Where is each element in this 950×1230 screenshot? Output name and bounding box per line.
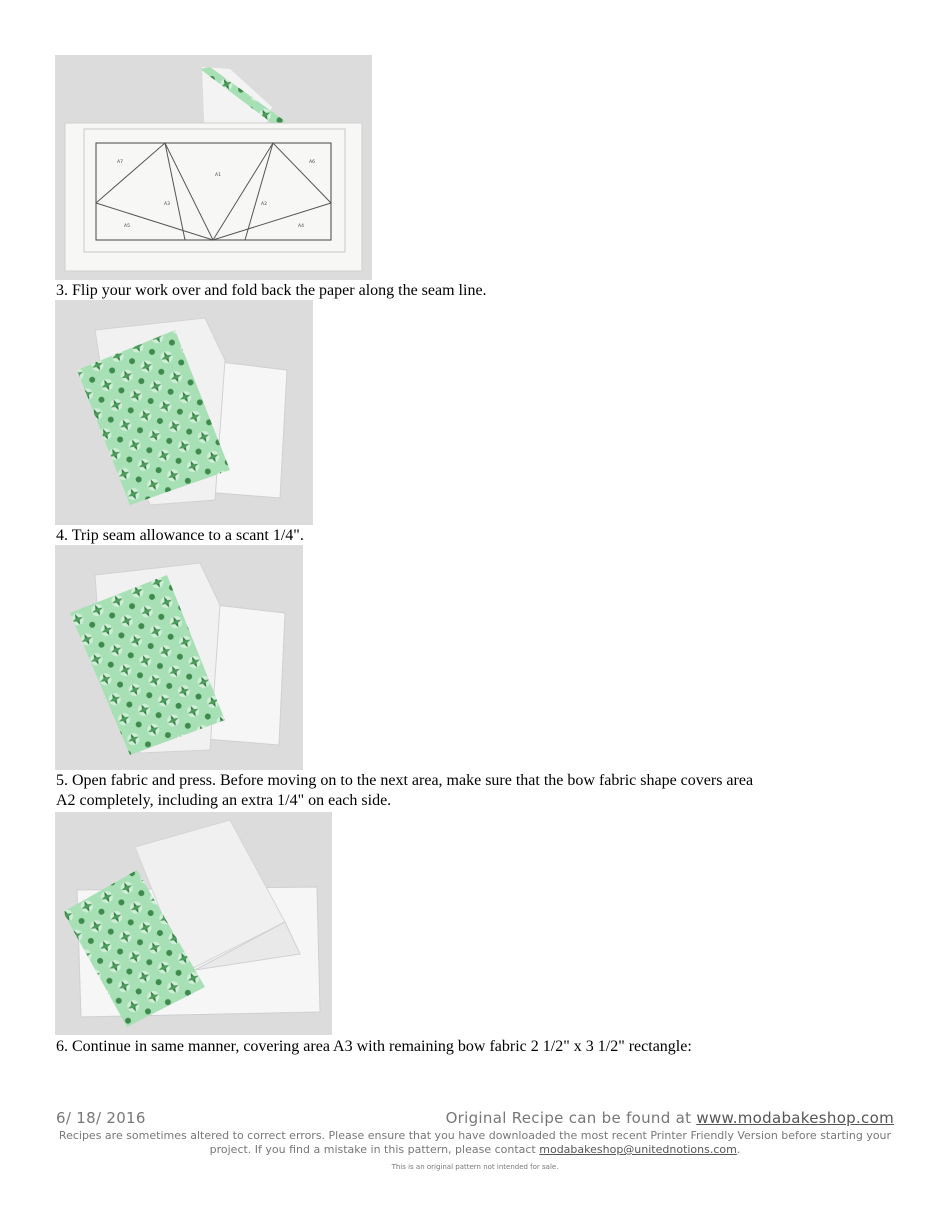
photo-paper-template: [55, 55, 372, 280]
footer-date: 6/ 18/ 2016: [56, 1109, 146, 1127]
photo-fold-back-paper: [55, 300, 313, 525]
step-5-text-line-1: 5. Open fabric and press. Before moving on to the next area, make sure that the bow fabric shape covers area: [56, 772, 754, 789]
template-label-a5: A5: [124, 224, 130, 229]
step-5-text-line-2: A2 completely, including an extra 1/4" on each side.: [56, 792, 392, 809]
template-label-a2: A2: [261, 202, 267, 207]
photo-trim-seam: [55, 545, 303, 770]
template-label-a7: A7: [117, 160, 123, 165]
sale-note: This is an original pattern not intended for sale.: [391, 1163, 559, 1171]
template-label-a1: A1: [215, 173, 221, 178]
disclaimer-end: .: [736, 1143, 741, 1156]
template-label-a4: A4: [298, 224, 304, 229]
contact-email-link[interactable]: modabakeshop@unitednotions.com: [539, 1143, 737, 1156]
step-3-text: 3. Flip your work over and fold back the paper along the seam line.: [56, 282, 487, 299]
disclaimer-text: Recipes are sometimes altered to correct errors. Please ensure that you have downloaded the most recent Printer Friendly Version before starting your project. If you find a mistake in this pattern, please contact: [58, 1129, 892, 1156]
footer-source-prefix: Original Recipe can be found at: [445, 1109, 697, 1127]
template-label-a3: A3: [164, 202, 170, 207]
photo-open-and-press: [55, 812, 332, 1035]
footer-disclaimer: [56, 1129, 894, 1157]
footer-source-link[interactable]: www.modabakeshop.com: [696, 1109, 894, 1127]
step-6-text: 6. Continue in same manner, covering area A3 with remaining bow fabric 2 1/2" x 3 1/2" rectangle:: [56, 1038, 692, 1055]
template-label-a6: A6: [309, 160, 315, 165]
step-4-text: 4. Trip seam allowance to a scant 1/4".: [56, 527, 304, 544]
footer-source: [446, 1109, 894, 1127]
